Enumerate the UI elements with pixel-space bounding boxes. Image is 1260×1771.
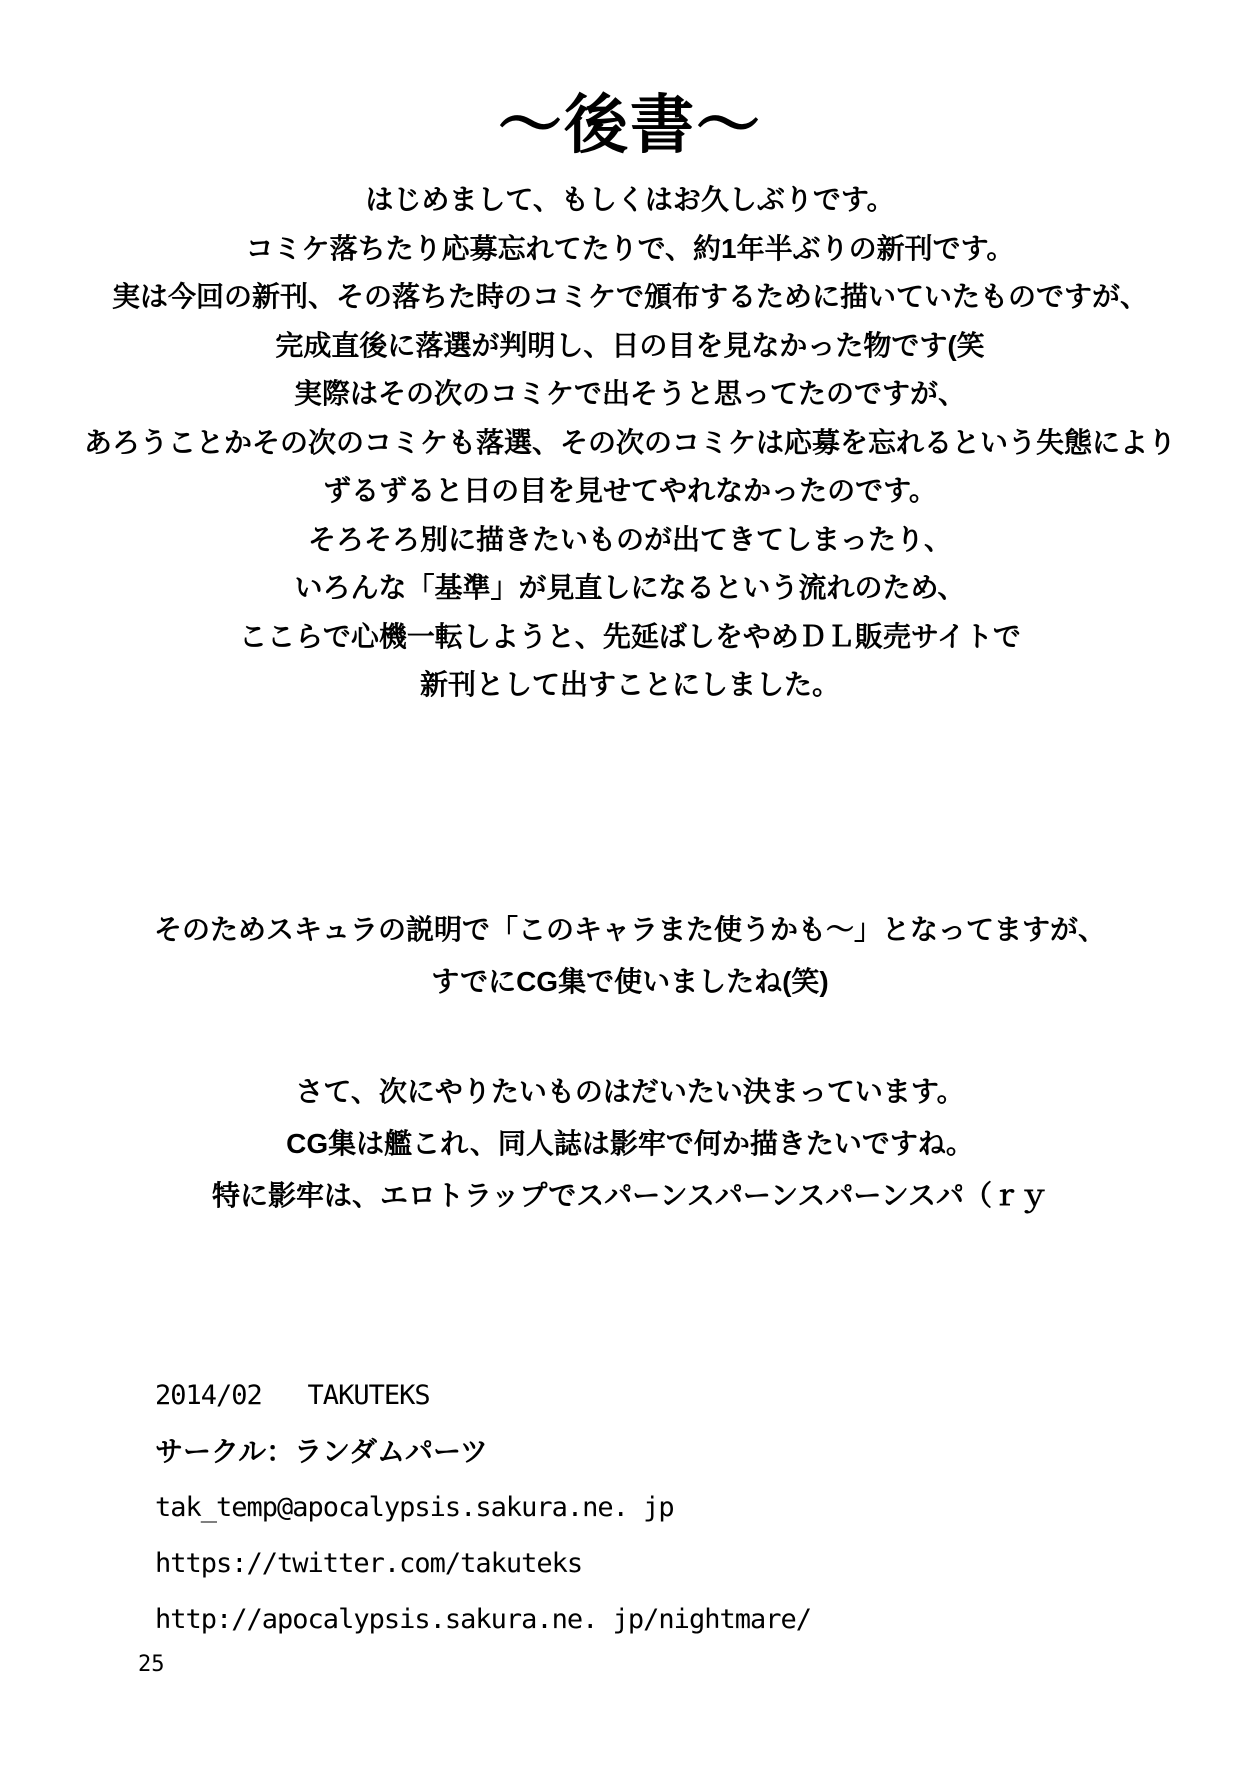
circle-name: サークル：ランダムパーツ: [155, 1436, 488, 1467]
text-line: あろうことかその次のコミケも落選、その次のコミケは応募を忘れるという失態により: [83, 426, 1176, 458]
page-number: 25: [138, 1652, 165, 1677]
paragraph-main: [0, 176, 1260, 710]
text-line: はじめまして、もしくはお久しぶりです。: [365, 184, 895, 215]
text-line: そのためスキュラの説明で「このキャラまた使うかも～」となってますが、: [153, 914, 1106, 945]
text-line: ここらで心機一転しようと、先延ばしをやめＤＬ販売サイトで: [239, 620, 1021, 652]
text-line: CG集は艦これ、同人誌は影牢で何か描きたいですね。: [286, 1128, 974, 1159]
text-line: 新刊として出すことにしました。: [419, 669, 840, 700]
email-address: tak_temp@apocalypsis.sakura.ne. jp: [155, 1492, 674, 1523]
text-line: いろんな「基準」が見直しになるという流れのため、: [294, 572, 966, 603]
paragraph-future-plans: [0, 1066, 1260, 1222]
page-title: ～後書～: [498, 89, 762, 161]
text-line: 実際はその次のコミケで出そうと思ってたのですが、: [293, 378, 966, 409]
twitter-url: https://twitter.com/takuteks: [155, 1548, 583, 1579]
text-line: コミケ落ちたり応募忘れてたりで、約1年半ぶりの新刊です。: [245, 232, 1015, 264]
text-line: そろそろ別に描きたいものが出てきてしまったり、: [307, 523, 952, 555]
text-line: ずるずると日の目を見せてやれなかったのです。: [323, 475, 937, 506]
text-line: 実は今回の新刊、その落ちた時のコミケで頒布するために描いていたものですが、: [111, 281, 1148, 312]
text-line: さて、次にやりたいものはだいたい決まっています。: [295, 1076, 965, 1107]
text-line: 特に影牢は、エロトラップでスパーンスパーンスパーンスパ（ｒｙ: [211, 1180, 1049, 1211]
text-line: 完成直後に落選が判明し、日の目を見なかった物です(笑: [275, 329, 985, 361]
date-author: 2014/02 TAKUTEKS: [155, 1380, 430, 1411]
website-url: http://apocalypsis.sakura.ne. jp/nightmare/: [155, 1604, 811, 1635]
text-line: すでにCG集で使いましたね(笑): [431, 966, 829, 997]
paragraph-scylla-note: [0, 904, 1260, 1008]
footer-credits: [155, 1368, 811, 1648]
